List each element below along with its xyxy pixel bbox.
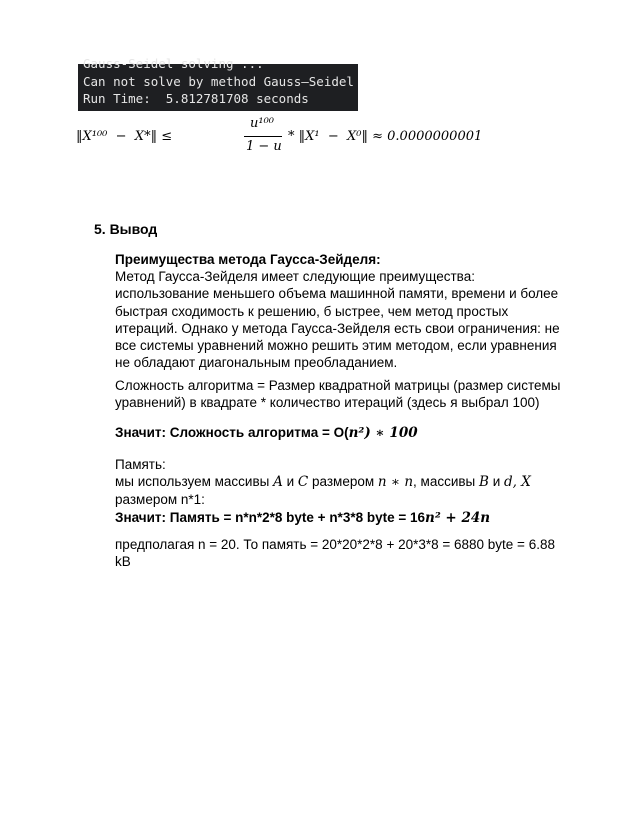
- advantages-line: не обладают диагональным преобладанием.: [115, 355, 398, 371]
- memory-line-1: мы используем массивы A и C размером n ∗ n, массивы B и d, X: [115, 474, 531, 491]
- advantages-line: использование меньшего объема машинной памяти, времени и более: [115, 286, 559, 302]
- section-heading: 5. Вывод: [94, 221, 158, 237]
- terminal-line-runtime: Run Time: 5.812781708 seconds: [83, 91, 309, 106]
- advantages-title: Преимущества метода Гаусса-Зейделя:: [115, 252, 381, 267]
- memory-conclusion-text: Значит: Память = n*n*2*8 byte + n*3*8 byte = 16: [115, 509, 425, 525]
- advantages-paragraph: [115, 251, 575, 371]
- complexity-paragraph: [115, 377, 575, 411]
- advantages-line: Метод Гаусса-Зейделя имеет следующие преимущества:: [115, 269, 475, 285]
- advantages-line: быстрая сходимость к решению, б ыстрее, чем метод простых: [115, 303, 509, 319]
- memory-label: Память:: [115, 457, 166, 472]
- formula-lhs: ‖X¹⁰⁰ − X*‖ ≤: [76, 129, 173, 144]
- fraction-bar: [244, 136, 282, 137]
- advantages-line: итераций. Однако у метода Гаусса-Зейделя есть свои ограничения: не: [115, 320, 560, 336]
- memory-example-paragraph: [115, 536, 575, 570]
- terminal-line-cut: Gauss-Seidel solving ...: [83, 56, 264, 71]
- complexity-conclusion: [115, 424, 575, 442]
- advantages-line: все системы уравнений можно решить этим методом, если уравнения: [115, 338, 557, 354]
- formula-numerator: u¹⁰⁰: [250, 116, 275, 131]
- memory-line-2: размером n*1:: [115, 492, 205, 508]
- memory-conclusion-math: n² + 24n: [425, 509, 491, 526]
- error-bound-formula: [76, 116, 483, 160]
- example-line: предполагая n = 20. То память = 20*20*2*8 + 20*3*8 = 6880 byte = 6.88: [115, 537, 555, 552]
- complexity-line: Сложность алгоритма = Размер квадратной матрицы (размер системы: [115, 378, 561, 393]
- memory-conclusion: [115, 509, 575, 527]
- complexity-conclusion-math: n²) ∗ 100: [348, 425, 418, 441]
- memory-paragraph: [115, 456, 575, 527]
- formula-rhs: * ‖X¹ − X⁰‖ ≈ 0.0000000001: [288, 129, 483, 144]
- formula-denominator: 1 − u: [246, 139, 282, 154]
- complexity-conclusion-text: Значит: Сложность алгоритма = O(: [115, 425, 349, 440]
- terminal-output: [78, 56, 358, 111]
- terminal-line-error: Can not solve by method Gauss–Seidel: [83, 74, 354, 89]
- example-line: kB: [115, 554, 131, 570]
- complexity-line: уравнений) в квадрате * количество итераций (здесь я выбрал 100): [115, 395, 540, 411]
